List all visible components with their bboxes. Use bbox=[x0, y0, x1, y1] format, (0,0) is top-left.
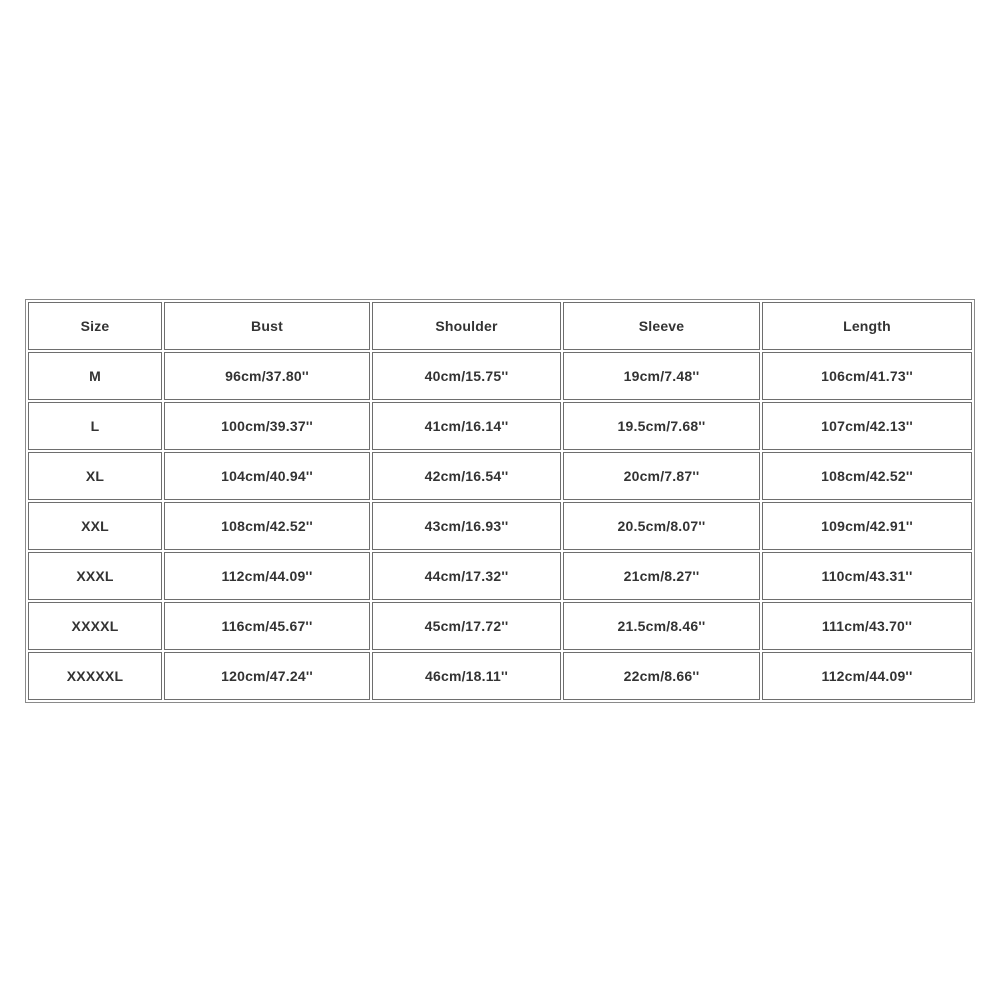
cell-bust: 120cm/47.24'' bbox=[164, 652, 370, 700]
table-row bbox=[28, 402, 972, 450]
cell-size: XXXXL bbox=[28, 602, 162, 650]
table-row bbox=[28, 502, 972, 550]
header-bust: Bust bbox=[164, 302, 370, 350]
header-row bbox=[28, 302, 972, 350]
table-row bbox=[28, 652, 972, 700]
cell-bust: 116cm/45.67'' bbox=[164, 602, 370, 650]
cell-size: XL bbox=[28, 452, 162, 500]
cell-length: 110cm/43.31'' bbox=[762, 552, 972, 600]
cell-sleeve: 21cm/8.27'' bbox=[563, 552, 760, 600]
cell-bust: 104cm/40.94'' bbox=[164, 452, 370, 500]
cell-sleeve: 21.5cm/8.46'' bbox=[563, 602, 760, 650]
cell-length: 111cm/43.70'' bbox=[762, 602, 972, 650]
cell-bust: 96cm/37.80'' bbox=[164, 352, 370, 400]
cell-size: XXL bbox=[28, 502, 162, 550]
cell-length: 107cm/42.13'' bbox=[762, 402, 972, 450]
cell-length: 106cm/41.73'' bbox=[762, 352, 972, 400]
cell-size: XXXL bbox=[28, 552, 162, 600]
table-row bbox=[28, 552, 972, 600]
cell-shoulder: 41cm/16.14'' bbox=[372, 402, 561, 450]
cell-shoulder: 43cm/16.93'' bbox=[372, 502, 561, 550]
cell-size: M bbox=[28, 352, 162, 400]
table-row bbox=[28, 602, 972, 650]
cell-shoulder: 46cm/18.11'' bbox=[372, 652, 561, 700]
cell-sleeve: 20.5cm/8.07'' bbox=[563, 502, 760, 550]
header-shoulder: Shoulder bbox=[372, 302, 561, 350]
cell-bust: 108cm/42.52'' bbox=[164, 502, 370, 550]
size-chart-table bbox=[25, 299, 975, 703]
table-row bbox=[28, 352, 972, 400]
header-sleeve: Sleeve bbox=[563, 302, 760, 350]
header-length: Length bbox=[762, 302, 972, 350]
cell-sleeve: 20cm/7.87'' bbox=[563, 452, 760, 500]
header-size: Size bbox=[28, 302, 162, 350]
table-header bbox=[28, 302, 972, 350]
cell-shoulder: 40cm/15.75'' bbox=[372, 352, 561, 400]
cell-bust: 100cm/39.37'' bbox=[164, 402, 370, 450]
cell-length: 112cm/44.09'' bbox=[762, 652, 972, 700]
cell-bust: 112cm/44.09'' bbox=[164, 552, 370, 600]
cell-sleeve: 19.5cm/7.68'' bbox=[563, 402, 760, 450]
table-body bbox=[28, 352, 972, 700]
cell-length: 108cm/42.52'' bbox=[762, 452, 972, 500]
cell-size: XXXXXL bbox=[28, 652, 162, 700]
table-row bbox=[28, 452, 972, 500]
cell-sleeve: 22cm/8.66'' bbox=[563, 652, 760, 700]
cell-size: L bbox=[28, 402, 162, 450]
cell-sleeve: 19cm/7.48'' bbox=[563, 352, 760, 400]
cell-shoulder: 45cm/17.72'' bbox=[372, 602, 561, 650]
cell-shoulder: 44cm/17.32'' bbox=[372, 552, 561, 600]
cell-length: 109cm/42.91'' bbox=[762, 502, 972, 550]
cell-shoulder: 42cm/16.54'' bbox=[372, 452, 561, 500]
